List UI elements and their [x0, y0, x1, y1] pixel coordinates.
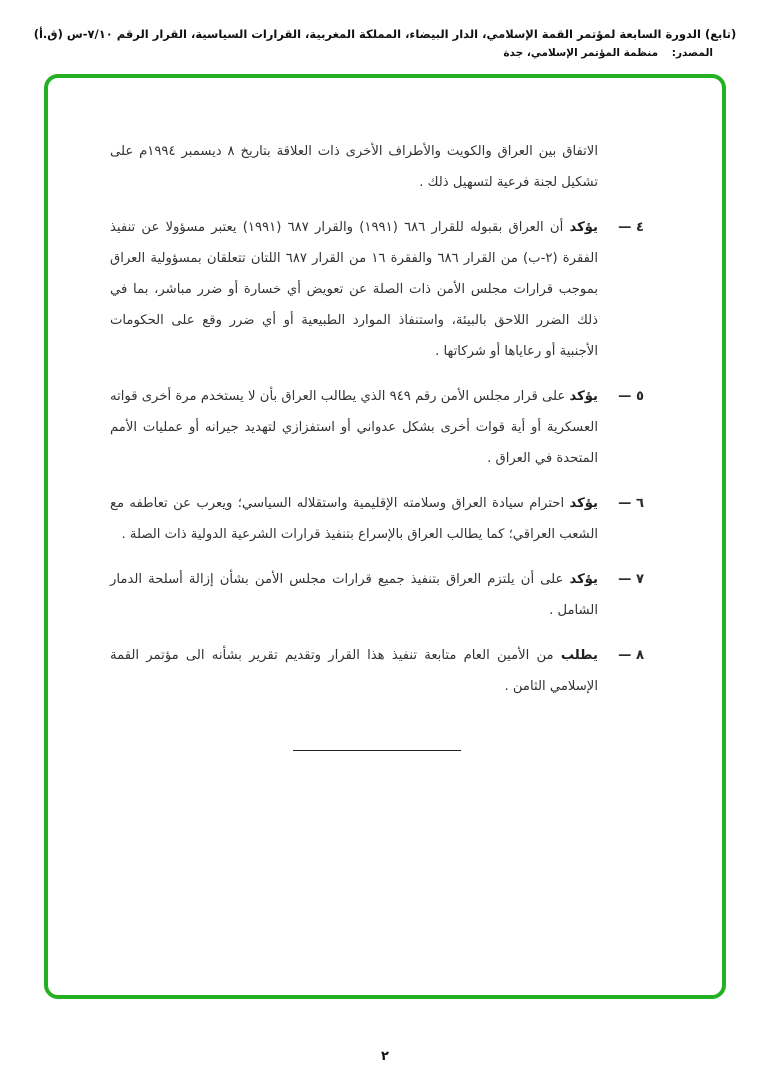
item-lead: يؤكد: [569, 220, 598, 236]
item-number: ٤ —: [618, 220, 644, 236]
item-body: على قرار مجلس الأمن رقم ٩٤٩ الذي يطالب العراق بأن لا يستخدم مرة أخرى قواته العسكرية أو أية قوات أخرى بشكل عدواني أو استفزازي لتهديد جيرانه أو عمليات الأمم المتحدة في العراق .: [110, 389, 598, 467]
item-number: ٧ —: [618, 572, 644, 588]
source-label: المصدر:: [671, 47, 713, 60]
document-body: [48, 78, 722, 751]
item-number: ٨ —: [618, 648, 644, 664]
item-body: على أن يلتزم العراق بتنفيذ جميع قرارات مجلس الأمن بشأن إزالة أسلحة الدمار الشامل .: [110, 572, 598, 619]
item-lead: يؤكد: [569, 389, 598, 405]
item-text: [110, 488, 598, 550]
resolution-item-7: [110, 564, 644, 626]
resolution-item-5: [110, 381, 644, 474]
source-value: منظمة المؤتمر الإسلامي، جدة: [503, 47, 659, 60]
item-lead: يطلب: [560, 648, 598, 664]
item-lead: يؤكد: [569, 496, 598, 512]
item-body: احترام سيادة العراق وسلامته الإقليمية واستقلاله السياسي؛ ويعرب عن تعاطفه مع الشعب العراقي؛ كما يطالب العراق بالإسراع بتنفيذ قرارات الشرعية الدولية ذات الصلة .: [110, 496, 598, 543]
item-text: [110, 381, 598, 474]
item-body: من الأمين العام متابعة تنفيذ هذا القرار وتقديم تقرير بشأنه الى مؤتمر القمة الإسلامي الثامن .: [110, 648, 598, 695]
item-number: ٥ —: [618, 389, 644, 405]
intro-paragraph: الاتفاق بين العراق والكويت والأطراف الأخرى ذات العلاقة بتاريخ ٨ ديسمبر ١٩٩٤م على تشكيل لجنة فرعية لتسهيل ذلك .: [110, 144, 598, 191]
section-divider: [293, 750, 461, 751]
resolution-item-6: [110, 488, 644, 550]
resolution-item-4: [110, 212, 644, 367]
resolution-item-8: [110, 640, 644, 702]
item-body: أن العراق بقبوله للقرار ٦٨٦ (١٩٩١) والقرار ٦٨٧ (١٩٩١) يعتبر مسؤولا عن تنفيذ الفقرة (٢-ب) من القرار ٦٨٦ والفقرة ١٦ من القرار ٦٨٧ اللتان تتعلقان بمسؤولية العراق بموجب قرارات مجلس الأمن ذات الصلة عن تعويض أي خسارة أو ضرر مباشر، بما في ذلك الضرر اللاحق بالبيئة، واستنفاذ الموارد الطبيعية أو أي ضرر وقع على الحكومات الأجنبية أو رعاياها أو شركاتها .: [110, 220, 598, 360]
item-lead: يؤكد: [569, 572, 598, 588]
document-frame: [44, 74, 726, 999]
page-footer: [0, 1045, 770, 1064]
item-number: ٦ —: [618, 496, 644, 512]
item-text: [110, 212, 598, 367]
page-number: ٢: [381, 1049, 389, 1064]
document-title: (تابع) الدورة السابعة لمؤتمر القمة الإسلامي، الدار البيضاء، المملكة المغربية، القرارات السياسية، القرار الرقم ٧/١٠-س (ق.أ): [33, 27, 737, 41]
source-line: [0, 47, 713, 59]
item-text: [110, 564, 598, 626]
item-text: [110, 640, 598, 702]
page-header: [0, 0, 770, 59]
